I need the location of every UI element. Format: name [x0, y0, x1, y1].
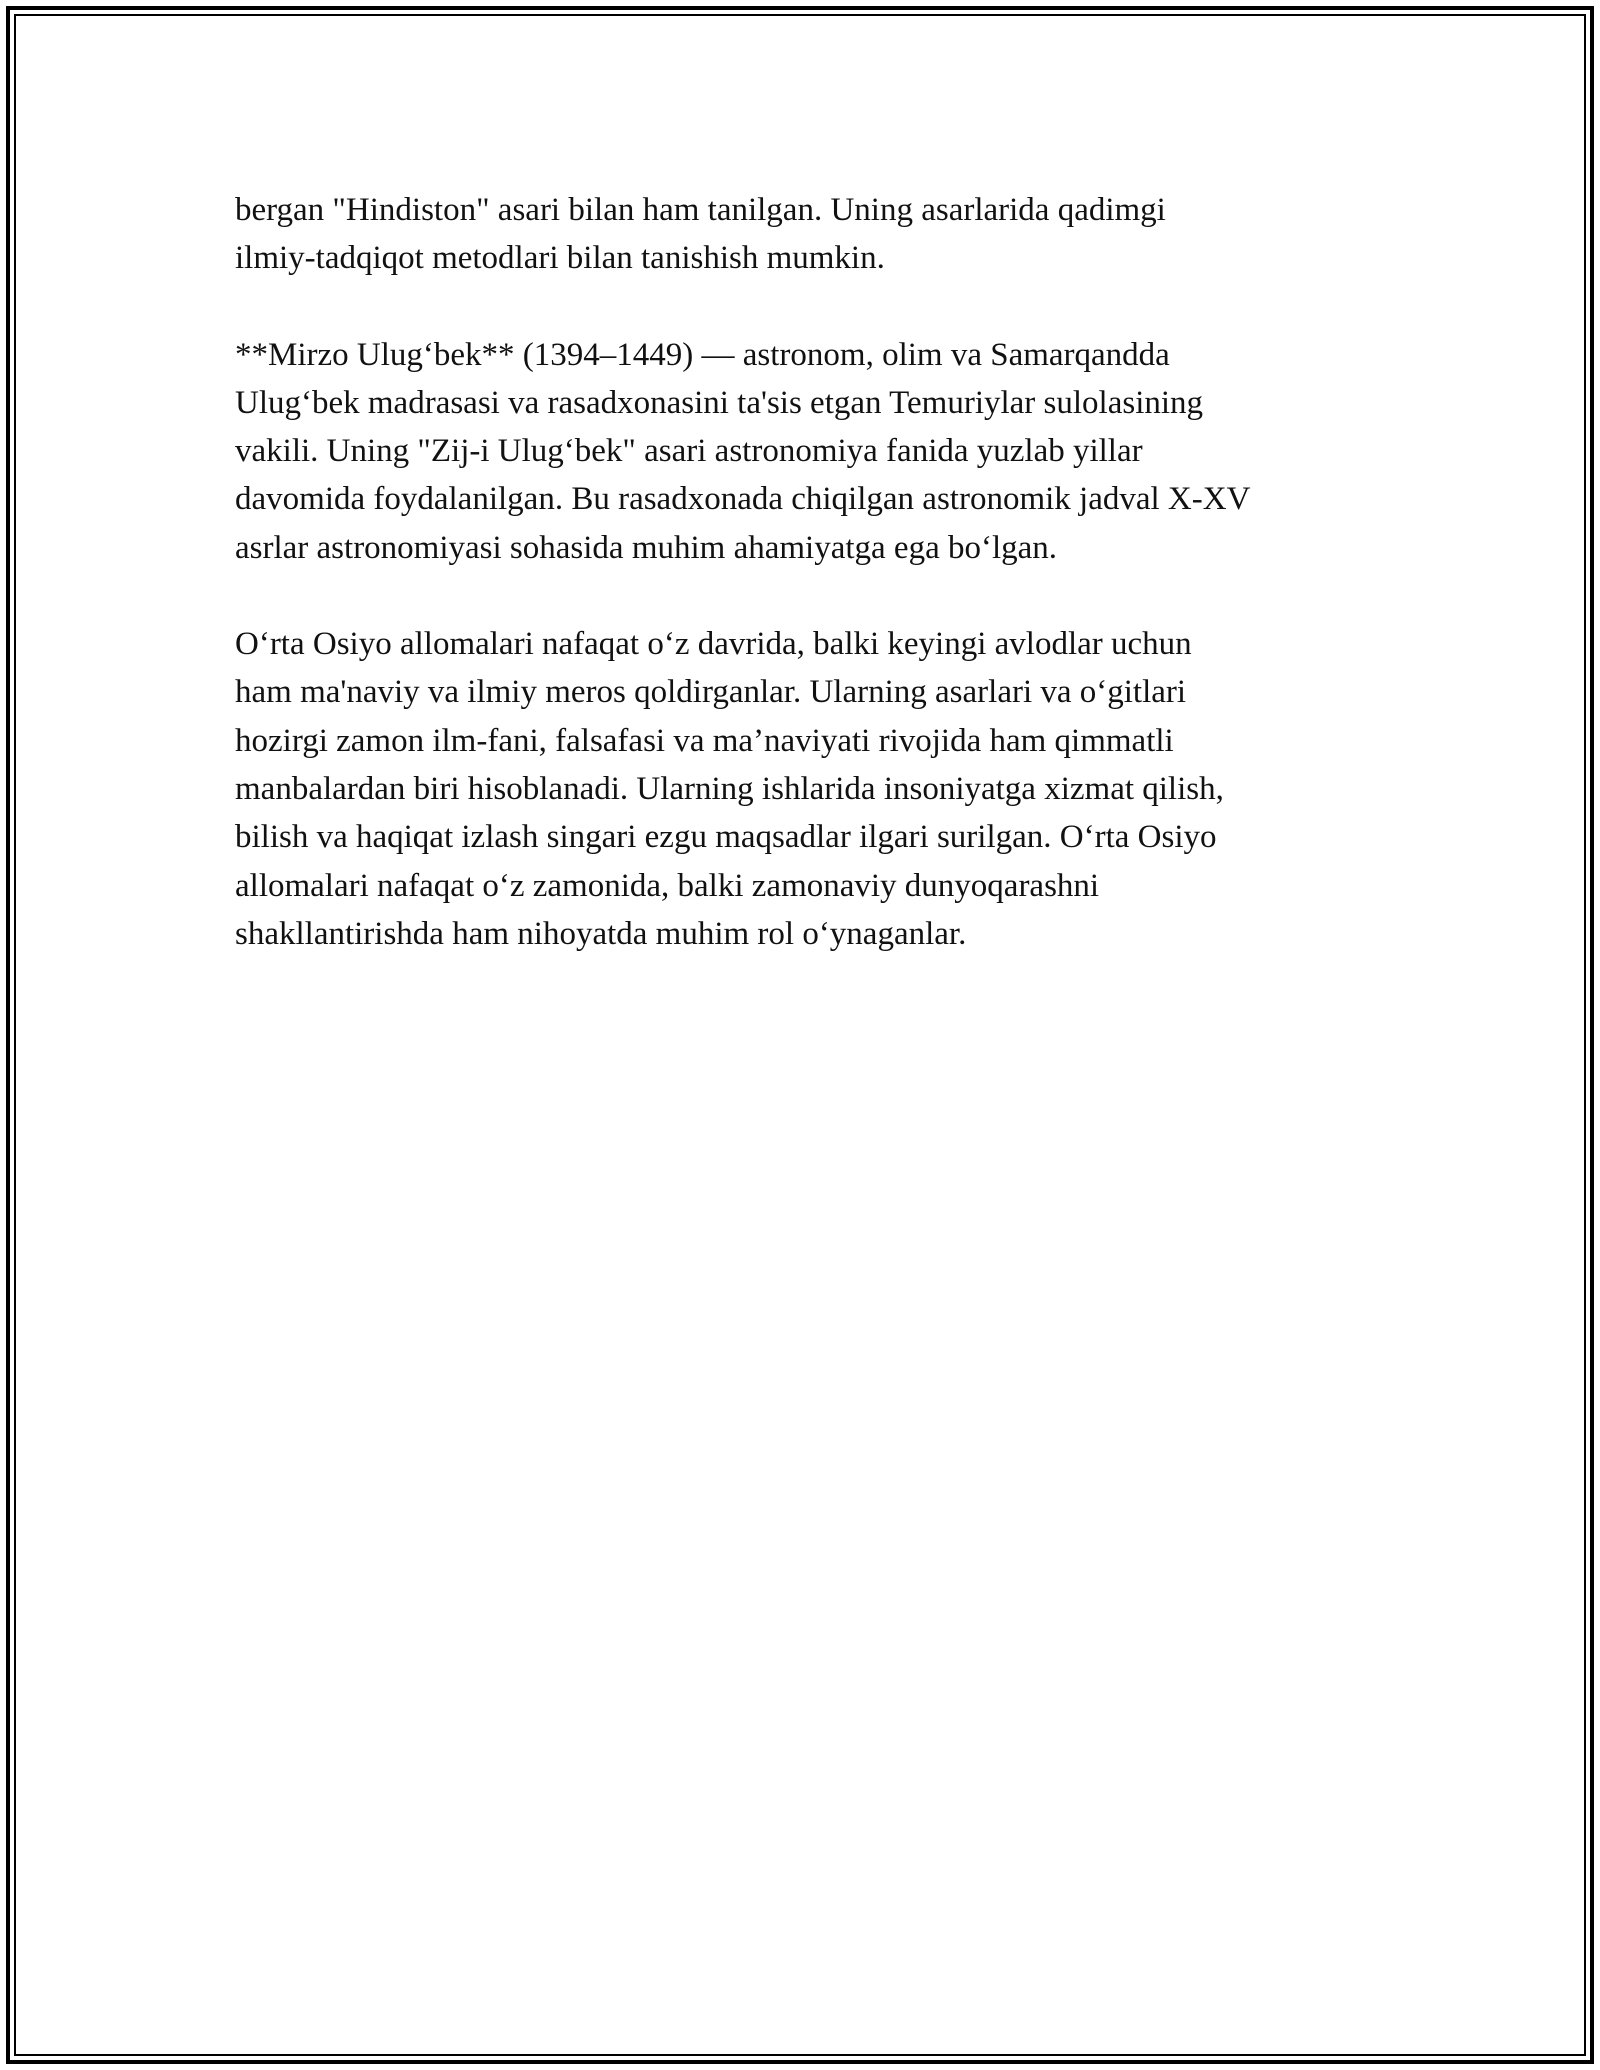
paragraph-central-asian-scholars: O‘rta Osiyo allomalari nafaqat o‘z davrida, balki keyingi avlodlar uchun ham ma'naviy va ilmiy meros qoldirganlar. Ularning asarlari va o‘gitlari hozirgi zamon ilm-fani, falsafasi va ma’naviyati rivojida ham qimmatli manbalardan biri hisoblanadi. Ularning ishlarida insoniyatga xizmat qilish, bilish va haqiqat izlash singari ezgu maqsadlar ilgari surilgan. O‘rta Osiyo allomalari nafaqat o‘z zamonida, balki zamonaviy dunyoqarashni shakllantirishda ham nihoyatda muhim rol o‘ynaganlar.: [235, 626, 1224, 952]
paragraph-hindiston-continuation: bergan "Hindiston" asari bilan ham tanilgan. Uning asarlarida qadimgi ilmiy-tadqiqot metodlari bilan tanishish mumkin.: [235, 192, 1166, 277]
page-content: [235, 186, 1385, 1006]
paragraph-mirzo-ulugbek: **Mirzo Ulug‘bek** (1394–1449) — astronom, olim va Samarqandda Ulug‘bek madrasasi va rasadxonasini ta'sis etgan Temuriylar sulolasining vakili. Uning "Zij-i Ulug‘bek" asari astronomiya fanida yuzlab yillar davomida foydalanilgan. Bu rasadxonada chiqilgan astronomik jadval X-XV asrlar astronomiyasi sohasida muhim ahamiyatga ega bo‘lgan.: [235, 336, 1251, 566]
